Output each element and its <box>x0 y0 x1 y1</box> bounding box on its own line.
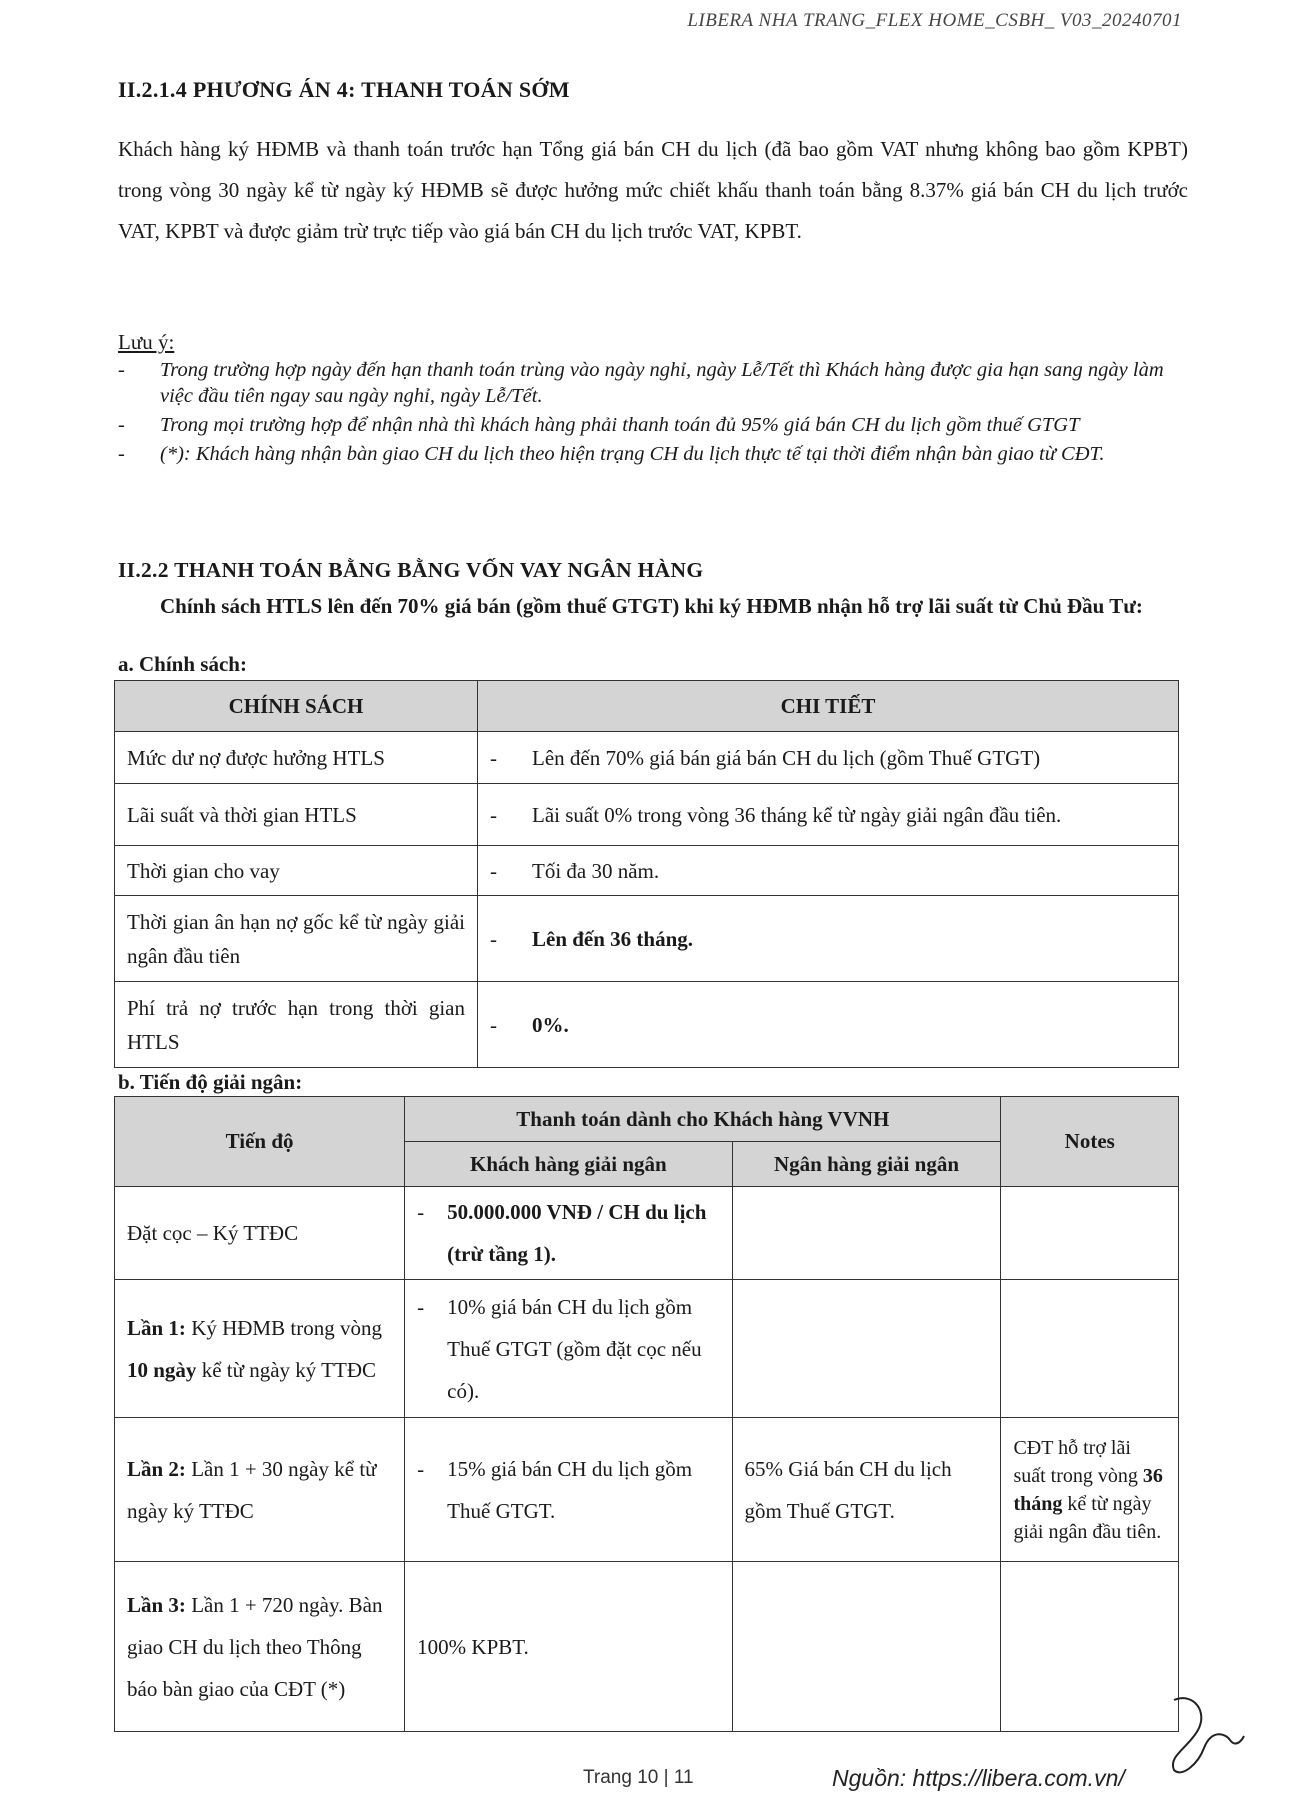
note-text: (*): Khách hàng nhận bàn giao CH du lịch theo hiện trạng CH du lịch thực tế tại thời điểm nhận bàn giao từ CĐT. <box>160 443 1105 465</box>
detail-cell <box>478 846 1179 896</box>
bullet-dash: - <box>118 359 125 381</box>
detail-col-header: CHI TIẾT <box>478 681 1179 732</box>
customer-col-header: Khách hàng giải ngân <box>405 1142 732 1187</box>
table-row <box>115 1418 1179 1562</box>
table-row <box>115 1280 1179 1418</box>
bullet-dash: - <box>417 1456 425 1481</box>
note-item <box>118 412 1188 438</box>
payment-group-header: Thanh toán dành cho Khách hàng VVNH <box>405 1097 1001 1142</box>
note-item <box>118 357 1188 409</box>
stage-label: Lần 3: <box>127 1592 186 1617</box>
customer-text: 10% giá bán CH du lịch gồm Thuế GTGT (gồm đặt cọc nếu có). <box>447 1294 702 1403</box>
schedule-table <box>114 1096 1179 1732</box>
progress-text: Ký HĐMB trong vòng <box>185 1315 382 1340</box>
progress-col-header: Tiến độ <box>115 1097 405 1187</box>
policy-table <box>114 680 1179 1068</box>
detail-text: Lãi suất 0% trong vòng 36 tháng kể từ ngày giải ngân đầu tiên. <box>532 802 1062 827</box>
bank-col-header: Ngân hàng giải ngân <box>732 1142 1001 1187</box>
note-text: Trong trường hợp ngày đến hạn thanh toán trùng vào ngày nghỉ, ngày Lễ/Tết thì Khách hàng được gia hạn sang ngày làm việc đầu tiên ngay sau ngày nghỉ, ngày Lễ/Tết. <box>160 359 1164 407</box>
notes-text: CĐT hỗ trợ lãi suất trong vòng <box>1013 1436 1143 1487</box>
table-row <box>115 896 1179 982</box>
bullet-dash: - <box>490 745 497 770</box>
table-row <box>115 1562 1179 1732</box>
bank-cell <box>732 1280 1001 1418</box>
notes-cell <box>1001 1562 1179 1732</box>
detail-text: Lên đến 36 tháng. <box>532 926 694 951</box>
bank-cell <box>732 1187 1001 1280</box>
progress-cell <box>115 1280 405 1418</box>
detail-cell <box>478 982 1179 1068</box>
policy-cell: Phí trả nợ trước hạn trong thời gian HTLS <box>115 982 478 1068</box>
progress-text: kể từ ngày ký TTĐC <box>196 1357 376 1382</box>
customer-cell <box>405 1418 732 1562</box>
table-row <box>115 784 1179 846</box>
note-text: Trong mọi trường hợp để nhận nhà thì khách hàng phải thanh toán đủ 95% giá bán CH du lịch gồm thuế GTGT <box>160 414 1080 436</box>
detail-cell <box>478 784 1179 846</box>
document-reference: LIBERA NHA TRANG_FLEX HOME_CSBH_ V03_20240701 <box>687 10 1182 31</box>
bullet-dash: - <box>417 1294 425 1319</box>
note-item <box>118 441 1188 467</box>
customer-text: 15% giá bán CH du lịch gồm Thuế GTGT. <box>447 1456 693 1523</box>
policy-cell: Mức dư nợ được hưởng HTLS <box>115 732 478 784</box>
customer-text: 50.000.000 VNĐ / CH du lịch (trừ tầng 1). <box>447 1200 707 1266</box>
bullet-dash: - <box>490 802 497 827</box>
progress-cell <box>115 1418 405 1562</box>
table-row <box>115 982 1179 1068</box>
progress-cell: Đặt cọc – Ký TTĐC <box>115 1187 405 1280</box>
detail-text: Tối đa 30 năm. <box>532 858 660 883</box>
bullet-dash: - <box>490 926 497 951</box>
section-4-heading: II.2.1.4 PHƯƠNG ÁN 4: THANH TOÁN SỚM <box>118 77 570 102</box>
notes-cell <box>1001 1418 1179 1562</box>
progress-emphasis: 10 ngày <box>127 1357 197 1382</box>
section-22-intro: Chính sách HTLS lên đến 70% giá bán (gồm thuế GTGT) khi ký HĐMB nhận hỗ trợ lãi suất từ Chủ Đầu Tư: <box>160 594 1143 618</box>
bullet-dash: - <box>417 1200 425 1224</box>
detail-cell <box>478 896 1179 982</box>
stage-label: Lần 1: <box>127 1315 186 1340</box>
section-22-heading: II.2.2 THANH TOÁN BẰNG BẰNG VỐN VAY NGÂN HÀNG <box>118 558 704 582</box>
bank-cell <box>732 1562 1001 1732</box>
notes-cell <box>1001 1280 1179 1418</box>
signature-mark <box>1160 1690 1250 1780</box>
notes-col-header: Notes <box>1001 1097 1179 1187</box>
notes-emphasis: 36 tháng <box>1013 1464 1163 1515</box>
notes-cell <box>1001 1187 1179 1280</box>
policy-col-header: CHÍNH SÁCH <box>115 681 478 732</box>
bullet-dash: - <box>118 414 125 436</box>
bullet-dash: - <box>118 443 125 465</box>
progress-text: Lần 1 + 30 ngày kể từ ngày ký TTĐC <box>127 1456 377 1523</box>
note-label: Lưu ý: <box>118 330 175 354</box>
policy-cell: Thời gian cho vay <box>115 846 478 896</box>
source-link[interactable]: Nguồn: https://libera.com.vn/ <box>832 1765 1125 1791</box>
table-row <box>115 732 1179 784</box>
progress-cell <box>115 1562 405 1732</box>
customer-cell <box>405 1187 732 1280</box>
detail-cell <box>478 732 1179 784</box>
progress-text: Lần 1 + 720 ngày. Bàn giao CH du lịch theo Thông báo bàn giao của CĐT (*) <box>127 1592 383 1701</box>
sub-b-heading: b. Tiến độ giải ngân: <box>118 1070 303 1094</box>
stage-label: Lần 2: <box>127 1456 186 1481</box>
customer-cell: 100% KPBT. <box>405 1562 732 1732</box>
notes-text: kể từ ngày giải ngân đầu tiên. <box>1013 1492 1162 1543</box>
bank-cell: 65% Giá bán CH du lịch gồm Thuế GTGT. <box>732 1418 1001 1562</box>
bullet-dash: - <box>490 1012 497 1037</box>
table-row <box>115 1187 1179 1280</box>
bullet-dash: - <box>490 858 497 883</box>
page-number: Trang 10 | 11 <box>583 1767 694 1788</box>
sub-a-heading: a. Chính sách: <box>118 652 247 676</box>
section-4-body: Khách hàng ký HĐMB và thanh toán trước hạn Tổng giá bán CH du lịch (đã bao gồm VAT nhưng không bao gồm KPBT) trong vòng 30 ngày kể từ ngày ký HĐMB sẽ được hưởng mức chiết khấu thanh toán bằng 8.37% giá bán CH du lịch trước VAT, KPBT và được giảm trừ trực tiếp vào giá bán CH du lịch trước VAT, KPBT. <box>118 137 1188 243</box>
table-row <box>115 846 1179 896</box>
customer-cell <box>405 1280 732 1418</box>
policy-cell: Lãi suất và thời gian HTLS <box>115 784 478 846</box>
notes-list <box>118 357 1188 470</box>
policy-cell: Thời gian ân hạn nợ gốc kể từ ngày giải ngân đầu tiên <box>115 896 478 982</box>
detail-text: 0%. <box>532 1012 569 1037</box>
detail-text: Lên đến 70% giá bán giá bán CH du lịch (gồm Thuế GTGT) <box>532 745 1041 770</box>
